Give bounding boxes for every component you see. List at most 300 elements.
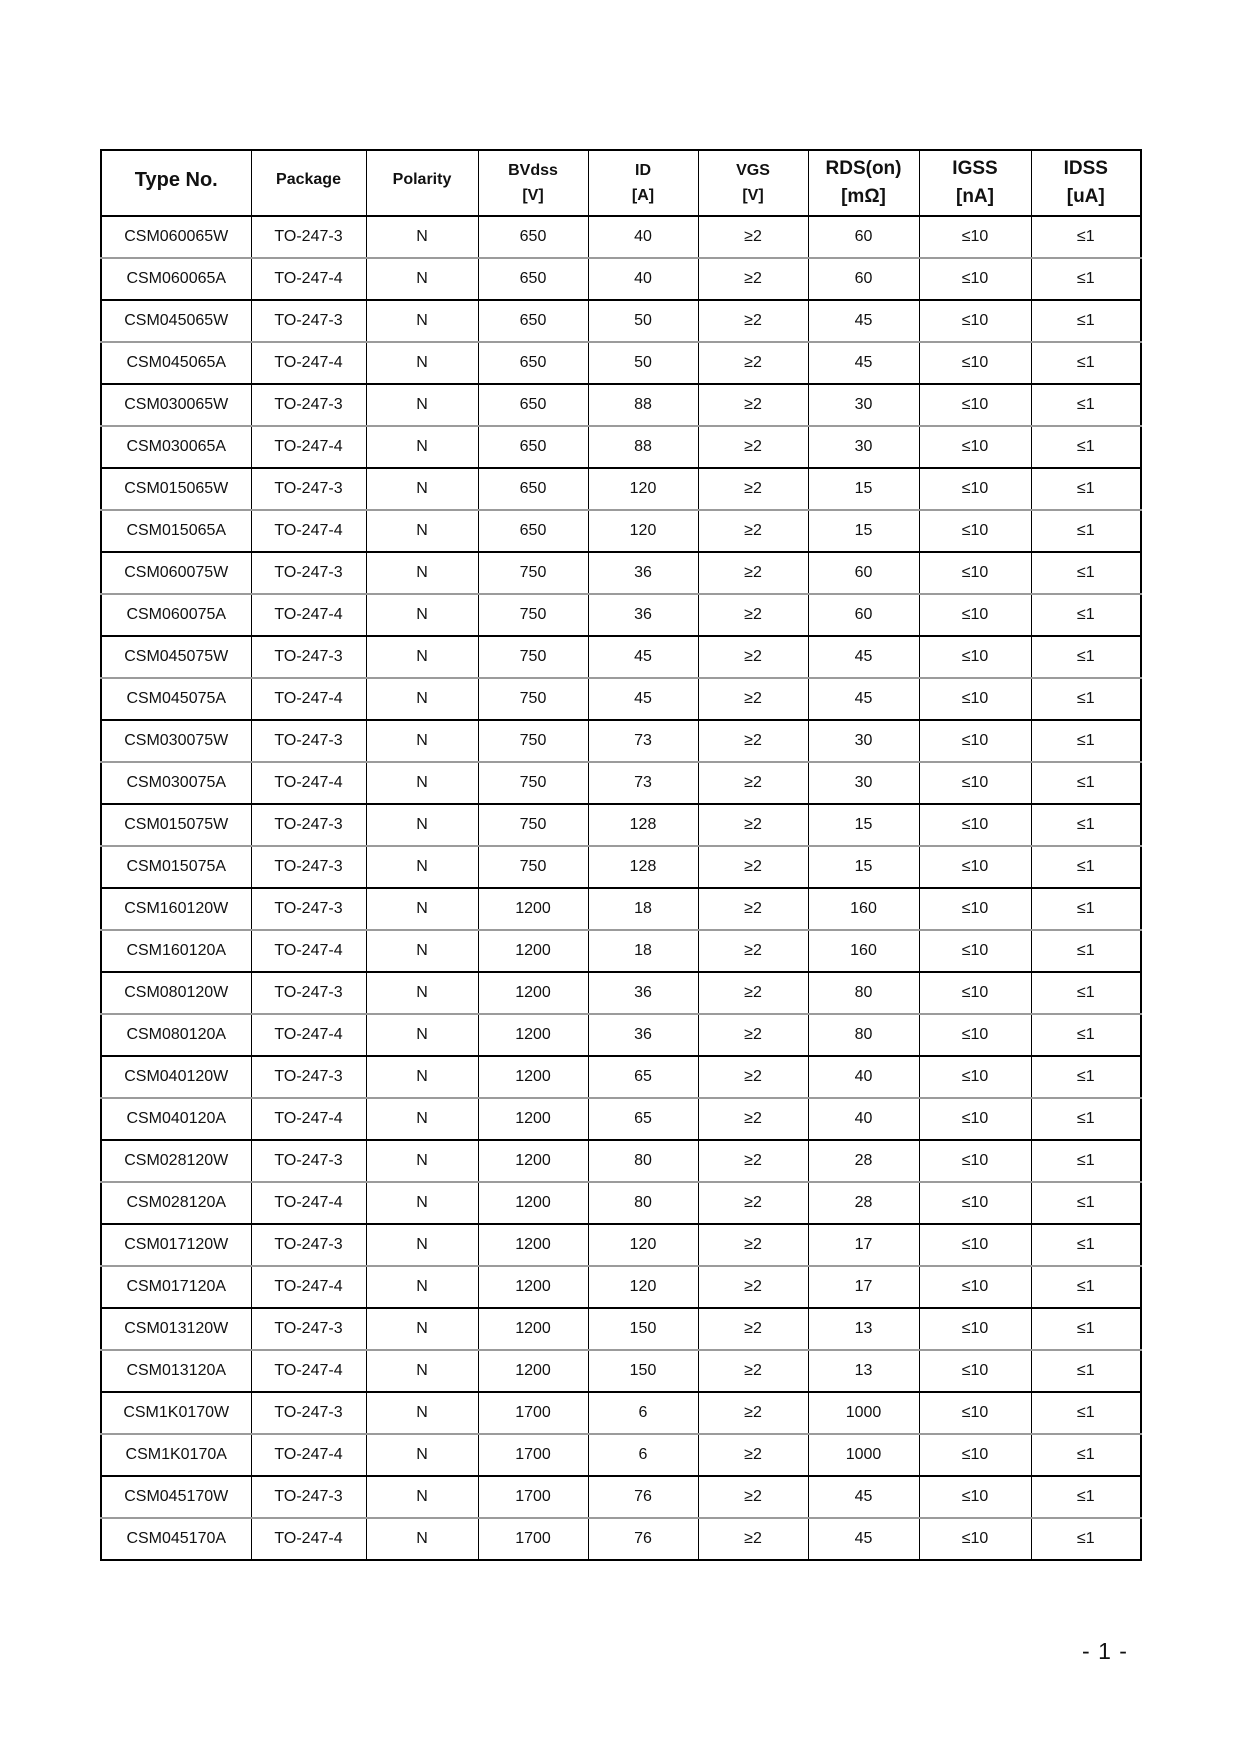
cell-polarity: N <box>366 678 478 720</box>
cell-type-no: CSM160120A <box>101 930 251 972</box>
cell-idss: ≤1 <box>1031 1056 1141 1098</box>
column-header-unit: [A] <box>631 186 655 204</box>
table-row <box>101 300 1141 342</box>
cell-rdson: 28 <box>808 1140 919 1182</box>
cell-igss: ≤10 <box>919 762 1031 804</box>
cell-vgs: ≥2 <box>698 216 808 258</box>
cell-idss: ≤1 <box>1031 1308 1141 1350</box>
cell-idss: ≤1 <box>1031 300 1141 342</box>
cell-bvdss: 650 <box>478 258 588 300</box>
cell-rdson: 60 <box>808 552 919 594</box>
cell-vgs: ≥2 <box>698 1014 808 1056</box>
cell-igss: ≤10 <box>919 804 1031 846</box>
cell-type-no: CSM1K0170A <box>101 1434 251 1476</box>
table-row <box>101 594 1141 636</box>
cell-polarity: N <box>366 1056 478 1098</box>
cell-igss: ≤10 <box>919 888 1031 930</box>
cell-polarity: N <box>366 888 478 930</box>
cell-bvdss: 1700 <box>478 1518 588 1560</box>
cell-igss: ≤10 <box>919 1014 1031 1056</box>
cell-rdson: 40 <box>808 1098 919 1140</box>
cell-igss: ≤10 <box>919 258 1031 300</box>
cell-rdson: 28 <box>808 1182 919 1224</box>
cell-id: 128 <box>588 846 698 888</box>
cell-vgs: ≥2 <box>698 300 808 342</box>
cell-rdson: 17 <box>808 1224 919 1266</box>
cell-rdson: 60 <box>808 258 919 300</box>
cell-igss: ≤10 <box>919 1308 1031 1350</box>
column-header-idss <box>1031 150 1141 216</box>
cell-idss: ≤1 <box>1031 636 1141 678</box>
cell-type-no: CSM030075W <box>101 720 251 762</box>
cell-bvdss: 1200 <box>478 1224 588 1266</box>
cell-idss: ≤1 <box>1031 804 1141 846</box>
cell-vgs: ≥2 <box>698 258 808 300</box>
cell-bvdss: 1200 <box>478 1308 588 1350</box>
cell-igss: ≤10 <box>919 552 1031 594</box>
cell-id: 120 <box>588 510 698 552</box>
column-header-unit: [mΩ] <box>841 185 886 207</box>
cell-package: TO-247-3 <box>251 468 366 510</box>
cell-rdson: 160 <box>808 888 919 930</box>
column-header-label: RDS(on) <box>825 157 902 179</box>
cell-type-no: CSM030065A <box>101 426 251 468</box>
cell-type-no: CSM028120W <box>101 1140 251 1182</box>
cell-vgs: ≥2 <box>698 762 808 804</box>
cell-bvdss: 750 <box>478 846 588 888</box>
cell-idss: ≤1 <box>1031 552 1141 594</box>
cell-vgs: ≥2 <box>698 846 808 888</box>
cell-type-no: CSM015075A <box>101 846 251 888</box>
cell-vgs: ≥2 <box>698 384 808 426</box>
cell-bvdss: 1200 <box>478 1182 588 1224</box>
column-header-label: IDSS <box>1063 157 1108 179</box>
cell-id: 65 <box>588 1056 698 1098</box>
cell-vgs: ≥2 <box>698 510 808 552</box>
cell-type-no: CSM045075W <box>101 636 251 678</box>
table-row <box>101 1224 1141 1266</box>
cell-idss: ≤1 <box>1031 1266 1141 1308</box>
column-header-vgs <box>698 150 808 216</box>
cell-vgs: ≥2 <box>698 1140 808 1182</box>
cell-rdson: 13 <box>808 1350 919 1392</box>
cell-type-no: CSM013120W <box>101 1308 251 1350</box>
cell-id: 150 <box>588 1308 698 1350</box>
cell-polarity: N <box>366 720 478 762</box>
cell-polarity: N <box>366 804 478 846</box>
cell-vgs: ≥2 <box>698 1056 808 1098</box>
cell-rdson: 15 <box>808 846 919 888</box>
cell-idss: ≤1 <box>1031 1224 1141 1266</box>
cell-package: TO-247-3 <box>251 1056 366 1098</box>
cell-idss: ≤1 <box>1031 1350 1141 1392</box>
table-row <box>101 1350 1141 1392</box>
cell-id: 50 <box>588 300 698 342</box>
cell-igss: ≤10 <box>919 510 1031 552</box>
cell-bvdss: 1200 <box>478 1266 588 1308</box>
cell-rdson: 1000 <box>808 1434 919 1476</box>
cell-id: 88 <box>588 426 698 468</box>
cell-package: TO-247-3 <box>251 972 366 1014</box>
cell-idss: ≤1 <box>1031 594 1141 636</box>
cell-id: 120 <box>588 468 698 510</box>
table-row <box>101 1266 1141 1308</box>
cell-polarity: N <box>366 1266 478 1308</box>
cell-igss: ≤10 <box>919 720 1031 762</box>
cell-bvdss: 1200 <box>478 1140 588 1182</box>
cell-vgs: ≥2 <box>698 888 808 930</box>
cell-vgs: ≥2 <box>698 342 808 384</box>
cell-bvdss: 750 <box>478 678 588 720</box>
cell-type-no: CSM060075W <box>101 552 251 594</box>
cell-id: 76 <box>588 1518 698 1560</box>
cell-idss: ≤1 <box>1031 972 1141 1014</box>
cell-polarity: N <box>366 1350 478 1392</box>
table-row <box>101 468 1141 510</box>
cell-bvdss: 750 <box>478 594 588 636</box>
cell-idss: ≤1 <box>1031 930 1141 972</box>
cell-package: TO-247-3 <box>251 1224 366 1266</box>
cell-type-no: CSM015075W <box>101 804 251 846</box>
cell-polarity: N <box>366 1476 478 1518</box>
cell-polarity: N <box>366 216 478 258</box>
cell-idss: ≤1 <box>1031 762 1141 804</box>
cell-igss: ≤10 <box>919 216 1031 258</box>
cell-bvdss: 650 <box>478 384 588 426</box>
cell-package: TO-247-4 <box>251 426 366 468</box>
column-header-label: VGS <box>736 161 770 179</box>
cell-type-no: CSM060065A <box>101 258 251 300</box>
cell-polarity: N <box>366 762 478 804</box>
cell-package: TO-247-3 <box>251 720 366 762</box>
table-row <box>101 216 1141 258</box>
cell-package: TO-247-3 <box>251 1308 366 1350</box>
cell-igss: ≤10 <box>919 300 1031 342</box>
cell-bvdss: 1200 <box>478 1056 588 1098</box>
cell-id: 6 <box>588 1392 698 1434</box>
cell-vgs: ≥2 <box>698 1266 808 1308</box>
table-row <box>101 804 1141 846</box>
cell-id: 6 <box>588 1434 698 1476</box>
column-header-label: BVdss <box>508 161 558 179</box>
cell-type-no: CSM045170W <box>101 1476 251 1518</box>
table-row <box>101 636 1141 678</box>
cell-igss: ≤10 <box>919 972 1031 1014</box>
cell-idss: ≤1 <box>1031 426 1141 468</box>
cell-vgs: ≥2 <box>698 720 808 762</box>
cell-rdson: 60 <box>808 216 919 258</box>
cell-polarity: N <box>366 426 478 468</box>
cell-id: 88 <box>588 384 698 426</box>
cell-id: 73 <box>588 762 698 804</box>
cell-package: TO-247-4 <box>251 258 366 300</box>
cell-polarity: N <box>366 342 478 384</box>
cell-igss: ≤10 <box>919 342 1031 384</box>
cell-id: 45 <box>588 636 698 678</box>
cell-bvdss: 750 <box>478 636 588 678</box>
cell-type-no: CSM045170A <box>101 1518 251 1560</box>
cell-idss: ≤1 <box>1031 1182 1141 1224</box>
cell-package: TO-247-3 <box>251 1140 366 1182</box>
table-row <box>101 510 1141 552</box>
column-header-unit: [nA] <box>956 185 994 207</box>
cell-polarity: N <box>366 552 478 594</box>
cell-idss: ≤1 <box>1031 1476 1141 1518</box>
cell-polarity: N <box>366 1392 478 1434</box>
cell-package: TO-247-4 <box>251 1182 366 1224</box>
cell-type-no: CSM060075A <box>101 594 251 636</box>
spec-table <box>100 149 1142 1561</box>
cell-rdson: 45 <box>808 636 919 678</box>
cell-rdson: 80 <box>808 972 919 1014</box>
cell-igss: ≤10 <box>919 1140 1031 1182</box>
cell-id: 80 <box>588 1140 698 1182</box>
cell-igss: ≤10 <box>919 594 1031 636</box>
cell-vgs: ≥2 <box>698 678 808 720</box>
column-header-rdson <box>808 150 919 216</box>
cell-vgs: ≥2 <box>698 468 808 510</box>
cell-type-no: CSM1K0170W <box>101 1392 251 1434</box>
cell-polarity: N <box>366 1434 478 1476</box>
cell-igss: ≤10 <box>919 846 1031 888</box>
cell-type-no: CSM160120W <box>101 888 251 930</box>
cell-igss: ≤10 <box>919 384 1031 426</box>
column-header-unit: [uA] <box>1066 185 1105 207</box>
table-row <box>101 720 1141 762</box>
cell-rdson: 30 <box>808 426 919 468</box>
column-header-label: Package <box>276 170 341 188</box>
column-header-package <box>251 150 366 216</box>
cell-igss: ≤10 <box>919 1350 1031 1392</box>
cell-idss: ≤1 <box>1031 510 1141 552</box>
cell-id: 45 <box>588 678 698 720</box>
cell-igss: ≤10 <box>919 1182 1031 1224</box>
cell-idss: ≤1 <box>1031 1014 1141 1056</box>
cell-id: 36 <box>588 594 698 636</box>
cell-vgs: ≥2 <box>698 1476 808 1518</box>
cell-package: TO-247-4 <box>251 762 366 804</box>
cell-rdson: 45 <box>808 342 919 384</box>
cell-polarity: N <box>366 972 478 1014</box>
cell-rdson: 13 <box>808 1308 919 1350</box>
cell-package: TO-247-4 <box>251 342 366 384</box>
cell-id: 40 <box>588 216 698 258</box>
cell-type-no: CSM030065W <box>101 384 251 426</box>
cell-type-no: CSM040120A <box>101 1098 251 1140</box>
cell-polarity: N <box>366 1140 478 1182</box>
cell-polarity: N <box>366 1308 478 1350</box>
header-row <box>101 150 1141 216</box>
cell-polarity: N <box>366 1014 478 1056</box>
cell-polarity: N <box>366 1182 478 1224</box>
table-row <box>101 342 1141 384</box>
column-header-label: IGSS <box>952 157 998 179</box>
cell-igss: ≤10 <box>919 1056 1031 1098</box>
table-row <box>101 846 1141 888</box>
cell-package: TO-247-4 <box>251 1014 366 1056</box>
cell-vgs: ≥2 <box>698 1518 808 1560</box>
column-header-polarity <box>366 150 478 216</box>
cell-package: TO-247-4 <box>251 930 366 972</box>
cell-vgs: ≥2 <box>698 804 808 846</box>
cell-package: TO-247-3 <box>251 384 366 426</box>
cell-polarity: N <box>366 1224 478 1266</box>
cell-polarity: N <box>366 846 478 888</box>
cell-bvdss: 650 <box>478 300 588 342</box>
cell-bvdss: 1200 <box>478 888 588 930</box>
cell-type-no: CSM017120A <box>101 1266 251 1308</box>
cell-id: 120 <box>588 1266 698 1308</box>
cell-polarity: N <box>366 300 478 342</box>
cell-id: 36 <box>588 972 698 1014</box>
cell-vgs: ≥2 <box>698 972 808 1014</box>
cell-rdson: 80 <box>808 1014 919 1056</box>
cell-rdson: 15 <box>808 468 919 510</box>
cell-igss: ≤10 <box>919 930 1031 972</box>
table-row <box>101 258 1141 300</box>
cell-type-no: CSM013120A <box>101 1350 251 1392</box>
cell-vgs: ≥2 <box>698 1182 808 1224</box>
cell-igss: ≤10 <box>919 636 1031 678</box>
cell-type-no: CSM045075A <box>101 678 251 720</box>
cell-igss: ≤10 <box>919 1518 1031 1560</box>
cell-bvdss: 1700 <box>478 1392 588 1434</box>
cell-idss: ≤1 <box>1031 1392 1141 1434</box>
table-row <box>101 762 1141 804</box>
cell-bvdss: 750 <box>478 804 588 846</box>
cell-type-no: CSM028120A <box>101 1182 251 1224</box>
table-header <box>101 150 1141 216</box>
table-row <box>101 1434 1141 1476</box>
cell-id: 65 <box>588 1098 698 1140</box>
cell-package: TO-247-4 <box>251 1350 366 1392</box>
cell-igss: ≤10 <box>919 1224 1031 1266</box>
cell-rdson: 45 <box>808 678 919 720</box>
cell-id: 18 <box>588 888 698 930</box>
table-row <box>101 1140 1141 1182</box>
cell-idss: ≤1 <box>1031 1140 1141 1182</box>
column-header-label: ID <box>635 161 651 179</box>
cell-vgs: ≥2 <box>698 552 808 594</box>
cell-rdson: 30 <box>808 762 919 804</box>
cell-igss: ≤10 <box>919 426 1031 468</box>
table-row <box>101 1182 1141 1224</box>
table-row <box>101 678 1141 720</box>
table-row <box>101 426 1141 468</box>
cell-id: 76 <box>588 1476 698 1518</box>
table-row <box>101 1308 1141 1350</box>
cell-vgs: ≥2 <box>698 594 808 636</box>
cell-idss: ≤1 <box>1031 678 1141 720</box>
cell-vgs: ≥2 <box>698 1350 808 1392</box>
cell-vgs: ≥2 <box>698 1098 808 1140</box>
cell-bvdss: 1700 <box>478 1434 588 1476</box>
cell-bvdss: 1200 <box>478 972 588 1014</box>
cell-type-no: CSM060065W <box>101 216 251 258</box>
cell-idss: ≤1 <box>1031 258 1141 300</box>
cell-id: 128 <box>588 804 698 846</box>
cell-type-no: CSM045065W <box>101 300 251 342</box>
column-header-type-no <box>101 150 251 216</box>
cell-id: 73 <box>588 720 698 762</box>
cell-rdson: 30 <box>808 384 919 426</box>
cell-package: TO-247-3 <box>251 552 366 594</box>
cell-bvdss: 650 <box>478 342 588 384</box>
cell-package: TO-247-4 <box>251 678 366 720</box>
cell-package: TO-247-3 <box>251 300 366 342</box>
cell-type-no: CSM030075A <box>101 762 251 804</box>
table-body <box>101 216 1141 1560</box>
table-row <box>101 384 1141 426</box>
cell-igss: ≤10 <box>919 468 1031 510</box>
cell-package: TO-247-3 <box>251 216 366 258</box>
cell-idss: ≤1 <box>1031 888 1141 930</box>
cell-vgs: ≥2 <box>698 636 808 678</box>
cell-package: TO-247-4 <box>251 594 366 636</box>
table-row <box>101 1392 1141 1434</box>
cell-bvdss: 1200 <box>478 1350 588 1392</box>
cell-vgs: ≥2 <box>698 1434 808 1476</box>
cell-bvdss: 1200 <box>478 1098 588 1140</box>
column-header-bvdss <box>478 150 588 216</box>
cell-id: 36 <box>588 552 698 594</box>
cell-package: TO-247-4 <box>251 1266 366 1308</box>
cell-type-no: CSM017120W <box>101 1224 251 1266</box>
cell-bvdss: 650 <box>478 468 588 510</box>
cell-package: TO-247-4 <box>251 1518 366 1560</box>
column-header-id <box>588 150 698 216</box>
cell-bvdss: 1700 <box>478 1476 588 1518</box>
cell-id: 150 <box>588 1350 698 1392</box>
cell-rdson: 60 <box>808 594 919 636</box>
cell-id: 80 <box>588 1182 698 1224</box>
cell-idss: ≤1 <box>1031 216 1141 258</box>
cell-id: 40 <box>588 258 698 300</box>
cell-rdson: 45 <box>808 1518 919 1560</box>
cell-bvdss: 650 <box>478 510 588 552</box>
cell-id: 18 <box>588 930 698 972</box>
cell-type-no: CSM045065A <box>101 342 251 384</box>
cell-package: TO-247-3 <box>251 636 366 678</box>
cell-igss: ≤10 <box>919 1392 1031 1434</box>
cell-rdson: 40 <box>808 1056 919 1098</box>
cell-polarity: N <box>366 930 478 972</box>
cell-rdson: 15 <box>808 510 919 552</box>
cell-idss: ≤1 <box>1031 342 1141 384</box>
cell-polarity: N <box>366 258 478 300</box>
page-number: - 1 - <box>1082 1638 1128 1664</box>
cell-id: 120 <box>588 1224 698 1266</box>
cell-package: TO-247-3 <box>251 1476 366 1518</box>
cell-igss: ≤10 <box>919 1266 1031 1308</box>
table-row <box>101 972 1141 1014</box>
cell-package: TO-247-3 <box>251 846 366 888</box>
column-header-igss <box>919 150 1031 216</box>
cell-bvdss: 1200 <box>478 1014 588 1056</box>
cell-id: 36 <box>588 1014 698 1056</box>
cell-polarity: N <box>366 1518 478 1560</box>
cell-type-no: CSM015065W <box>101 468 251 510</box>
cell-rdson: 45 <box>808 1476 919 1518</box>
cell-idss: ≤1 <box>1031 384 1141 426</box>
cell-bvdss: 750 <box>478 720 588 762</box>
cell-id: 50 <box>588 342 698 384</box>
table-row <box>101 1098 1141 1140</box>
cell-package: TO-247-4 <box>251 510 366 552</box>
cell-package: TO-247-4 <box>251 1098 366 1140</box>
cell-rdson: 45 <box>808 300 919 342</box>
cell-igss: ≤10 <box>919 1434 1031 1476</box>
